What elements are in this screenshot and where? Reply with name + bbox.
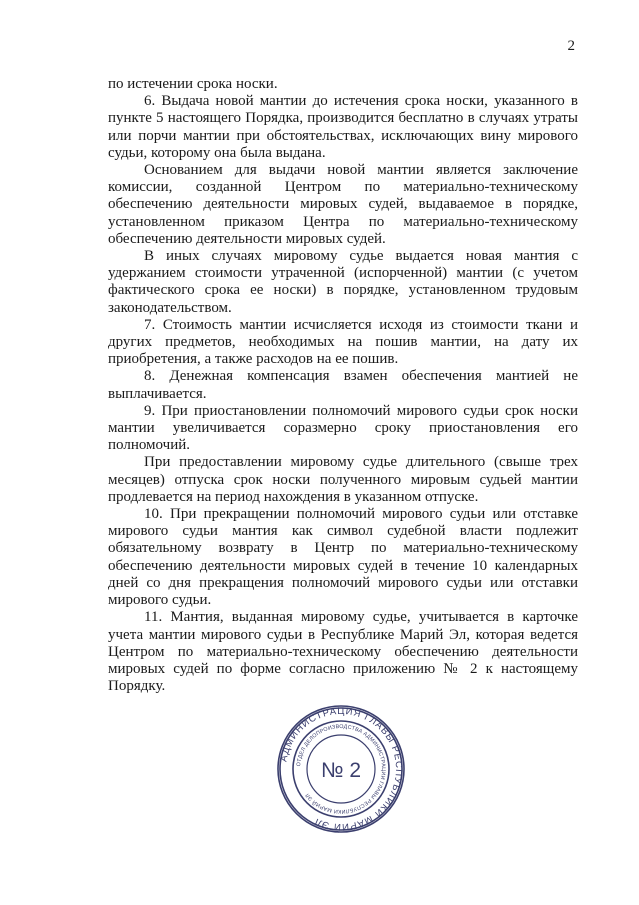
stamp-seal-graphic bbox=[276, 704, 406, 834]
official-stamp bbox=[276, 704, 406, 834]
paragraph-item-8: 8. Денежная компенсация взамен обеспечения мантией не выплачивается. bbox=[108, 368, 578, 402]
paragraph-item-10: 10. При прекращении полномочий мирового судьи или отставке мирового судьи мантия как символ судебной власти подлежит обязательному возврату в Центр по материально-техническому обеспечению деятельности мировых судей в течение 10 календарных дней со дня прекращения полномочий мирового судьи или отставки мирового судьи. bbox=[108, 506, 578, 609]
paragraph-item-6: 6. Выдача новой мантии до истечения срока носки, указанного в пункте 5 настоящего Порядка, производится бесплатно в случаях утраты или порчи мантии при обстоятельствах, исключающих вину мирового судьи, которому она была выдана. bbox=[108, 93, 578, 161]
paragraph-item-9: 9. При приостановлении полномочий мирового судьи срок носки мантии увеличивается соразмерно сроку приостановления его полномочий. bbox=[108, 402, 578, 454]
paragraph-continuation: по истечении срока носки. bbox=[108, 76, 278, 92]
document-body bbox=[108, 76, 578, 695]
paragraph-other-cases: В иных случаях мировому судье выдается новая мантия с удержанием стоимости утраченной (испорченной) мантии (с учетом фактического срока ее носки) в порядке, установленном трудовым законодательством. bbox=[108, 248, 578, 316]
page-number: 2 bbox=[567, 38, 575, 54]
paragraph-leave: При предоставлении мировому судье длительного (свыше трех месяцев) отпуска срок носки полученного мировым судьей мантии продлевается на период нахождения в указанном отпуске. bbox=[108, 454, 578, 505]
stamp-inner-text: ОТДЕЛ ДЕЛОПРОИЗВОДСТВА АДМИНИСТРАЦИИ ГЛАВЫ РЕСПУБЛИКИ МАРИЙ ЭЛ bbox=[296, 723, 387, 815]
paragraph-item-11: 11. Мантия, выданная мировому судье, учитывается в карточке учета мантии мирового судьи в Республике Марий Эл, которая ведется Центром по материально-техническому обеспечению деятельности мировых судей по форме согласно приложению № 2 к настоящему Порядку. bbox=[108, 609, 578, 695]
stamp-outer-text: АДМИНИСТРАЦИЯ ГЛАВЫ РЕСПУБЛИКИ МАРИЙ ЭЛ bbox=[278, 705, 405, 833]
paragraph-basis: Основанием для выдачи новой мантии является заключение комиссии, созданной Центром по материально-техническому обеспечению деятельности мировых судей, выдаваемое в порядке, установленном приказом Центра по материально-техническому обеспечению деятельности мировых судей. bbox=[108, 162, 578, 247]
paragraph-item-7: 7. Стоимость мантии исчисляется исходя из стоимости ткани и других предметов, необходимых на пошив мантии, на дату их приобретения, а также расходов на ее пошив. bbox=[108, 316, 578, 368]
stamp-center-number: № 2 bbox=[320, 759, 362, 782]
